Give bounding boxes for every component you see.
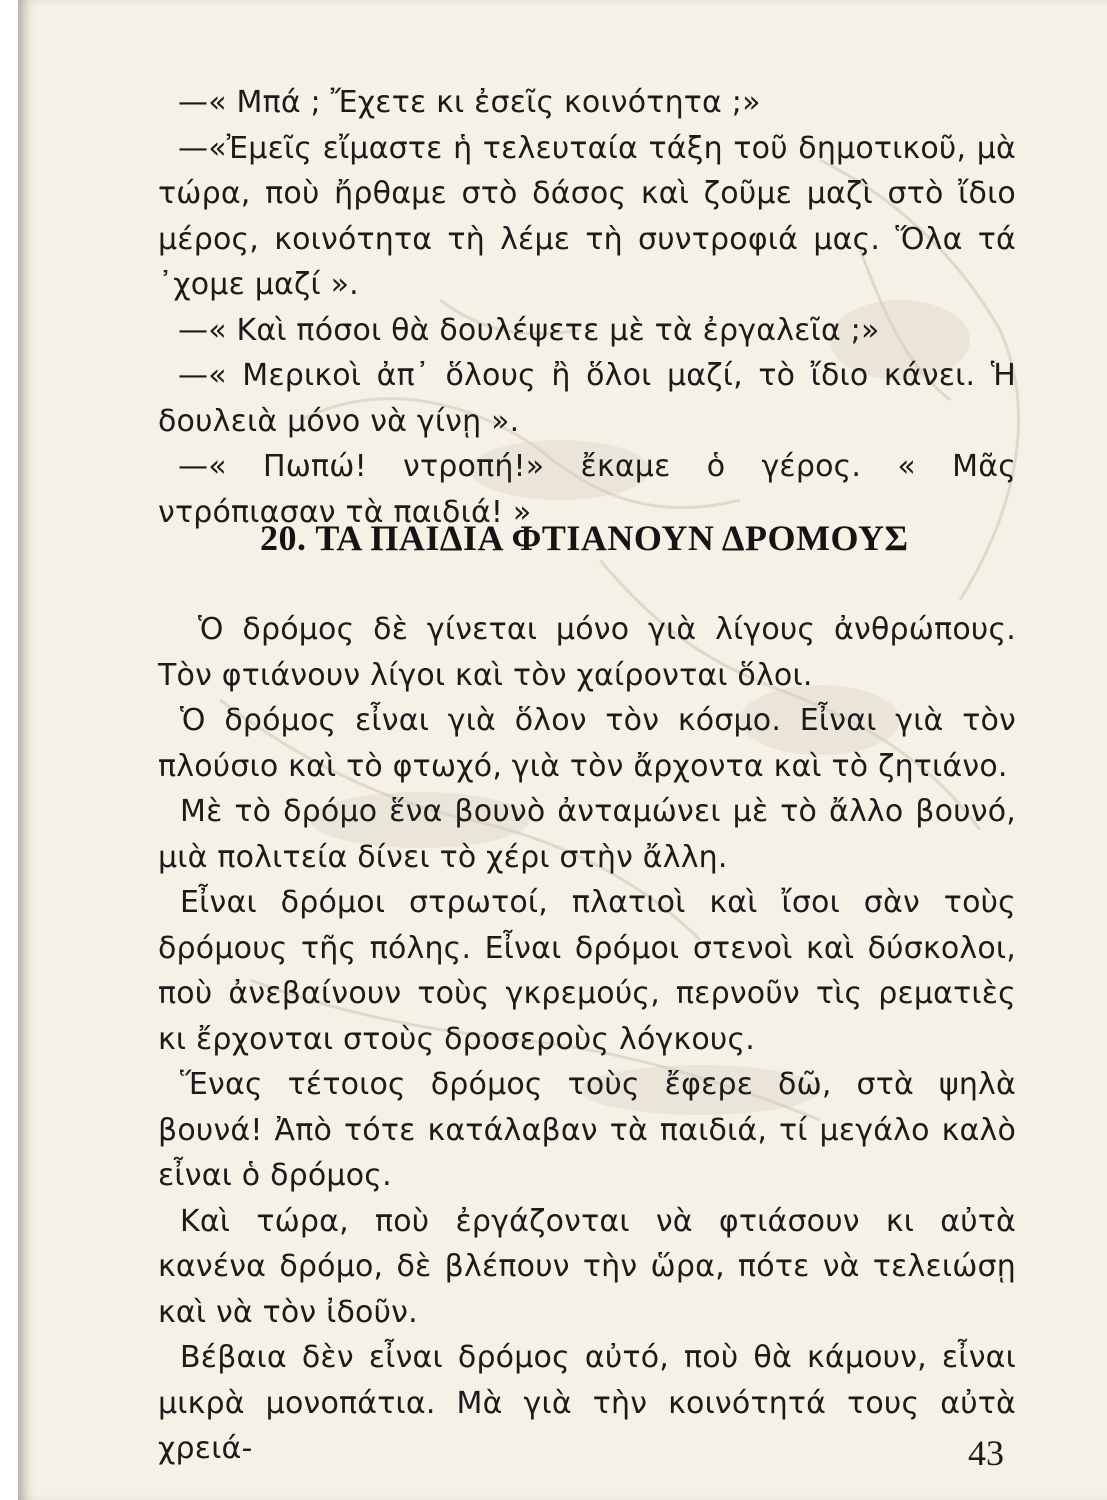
body-paragraph: Μὲ τὸ δρόμο ἕνα βουνὸ ἀνταμώνει μὲ τὸ ἄλλο βουνό, μιὰ πολιτεία δίνει τὸ χέρι στὴν ἄλλη.: [158, 794, 1016, 875]
body-paragraph: Καὶ τώρα, ποὺ ἐργάζονται νὰ φτιάσουν κι αὐτὰ κανένα δρόμο, δὲ βλέπουν τὴν ὥρα, πότε νὰ τελειώσῃ καὶ νὰ τὸν ἰδοῦν.: [158, 1203, 1016, 1330]
page-number: 43: [968, 1433, 1004, 1473]
dialogue-line: —« Μερικοὶ ἀπ᾽ ὅλους ἢ ὅλοι μαζί, τὸ ἴδιο κάνει. Ἡ δουλειὰ μόνο νὰ γίνῃ ».: [158, 358, 1016, 439]
body-paragraph: Ὁ δρόμος εἶναι γιὰ ὅλον τὸν κόσμο. Εἶναι γιὰ τὸν πλούσιο καὶ τὸ φτωχό, γιὰ τὸν ἄρχοντα καὶ τὸ ζητιάνο.: [158, 703, 1016, 784]
body-paragraph: Βέβαια δὲν εἶναι δρόμος αὐτό, ποὺ θὰ κάμουν, εἶναι μικρὰ μονοπάτια. Μὰ γιὰ τὴν κοινότητά τους αὐτὰ χρειά-: [158, 1340, 1016, 1466]
body-paragraph: Εἶναι δρόμοι στρωτοί, πλατιοὶ καὶ ἴσοι σὰν τοὺς δρόμους τῆς πόλης. Εἶναι δρόμοι στενοὶ καὶ δύσκολοι, ποὺ ἀνεβαίνουν τοὺς γκρεμούς, περνοῦν τὶς ρεματιὲς κι ἔρχονται στοὺς δροσεροὺς λόγκους.: [158, 885, 1016, 1057]
dialogue-section: [158, 80, 1016, 535]
dialogue-line: —« Μπά ; Ἔχετε κι ἐσεῖς κοινότητα ;»: [178, 85, 761, 120]
page-binding-edge: [0, 0, 18, 1500]
dialogue-line: —« Καὶ πόσοι θὰ δουλέψετε μὲ τὰ ἐργαλεῖα ;»: [178, 312, 880, 348]
dialogue-line: —« Πωπώ! ντροπή!» ἔκαμε ὁ γέρος. « Μᾶς ντρόπιασαν τὰ παιδιά! »: [158, 449, 1016, 530]
body-paragraph: Ἕνας τέτοιος δρόμος τοὺς ἔφερε δῶ, στὰ ψηλὰ βουνά! Ἀπὸ τότε κατάλαβαν τὰ παιδιά, τί μεγάλο καλὸ εἶναι ὁ δρόμος.: [158, 1067, 1016, 1193]
body-paragraph: Ὁ δρόμος δὲ γίνεται μόνο γιὰ λίγους ἀνθρώπους. Τὸν φτιάνουν λίγοι καὶ τὸν χαίρονται ὅλοι.: [158, 612, 1016, 693]
chapter-heading: 20. ΤΑ ΠΑΙΔΙΑ ΦΤΙΑΝΟΥΝ ΔΡΟΜΟΥΣ: [260, 518, 909, 558]
chapter-body: [158, 607, 1016, 1472]
dialogue-line: —«Ἐμεῖς εἴμαστε ἡ τελευταία τάξη τοῦ δημοτικοῦ, μὰ τώρα, ποὺ ἤρθαμε στὸ δάσος καὶ ζοῦμε μαζὶ στὸ ἴδιο μέρος, κοινότητα τὴ λέμε τὴ συντροφιά μας. Ὅλα τά ᾽χομε μαζί ».: [158, 130, 1016, 302]
